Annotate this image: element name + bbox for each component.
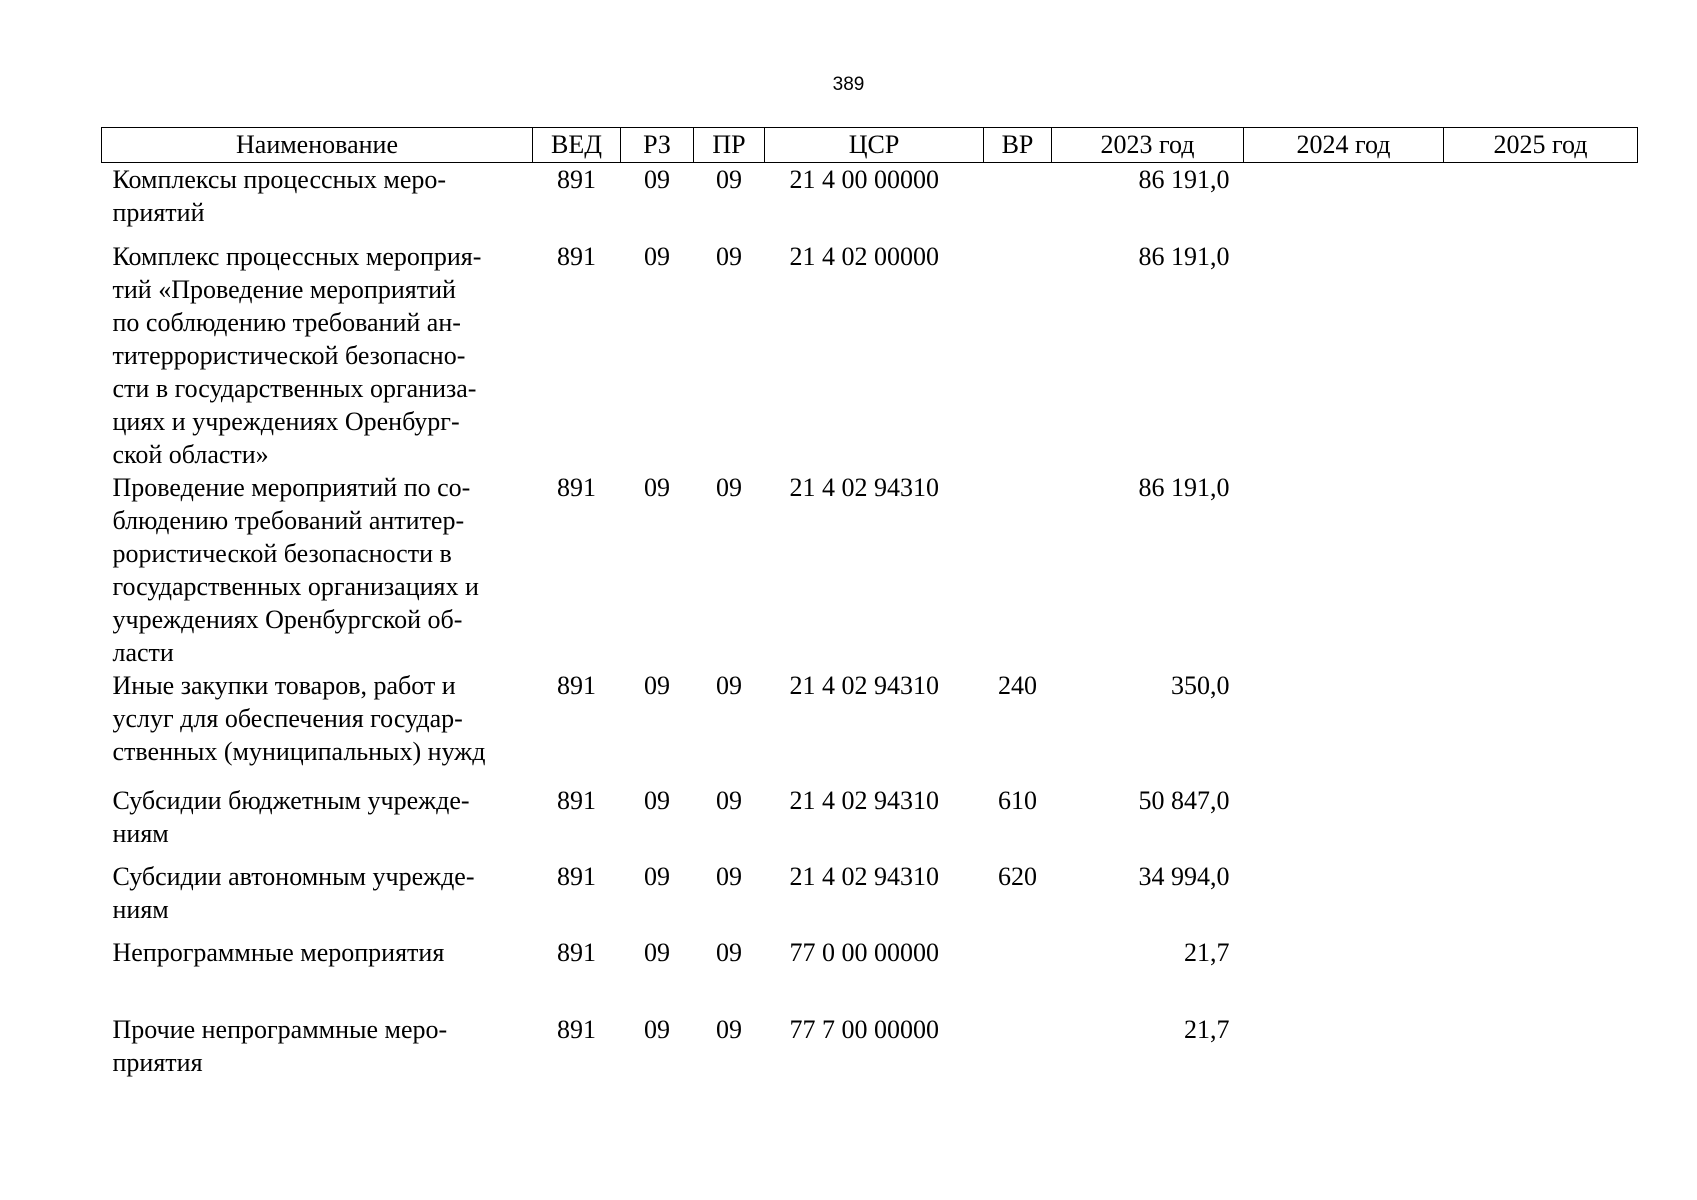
- row-amount-2023: 21,7: [1184, 937, 1230, 967]
- row-pr: 09: [716, 785, 742, 815]
- row-name-line: ласти: [112, 637, 174, 667]
- row-rz: 09: [644, 937, 670, 967]
- row-rz: 09: [644, 241, 670, 271]
- row-name-line: циях и учреждениях Оренбург-: [112, 406, 460, 436]
- row-name-line: Субсидии автономным учрежде-: [112, 861, 475, 891]
- row-amount-2023: 86 191,0: [1138, 241, 1230, 271]
- column-header-ved: ВЕД: [533, 128, 621, 163]
- row-name: [102, 669, 533, 784]
- row-name-line: Комплекс процессных мероприя-: [112, 241, 482, 271]
- row-name-line: ственных (муниципальных) нужд: [112, 736, 486, 766]
- row-pr: 09: [716, 241, 742, 271]
- row-amount-2025: [1444, 240, 1638, 471]
- row-name-line: тий «Проведение мероприятий: [112, 274, 456, 304]
- table-row: [102, 860, 1638, 936]
- row-csr: 21 4 02 94310: [789, 670, 939, 700]
- column-header-2024: 2024 год: [1244, 128, 1444, 163]
- row-amount-2024: [1244, 784, 1444, 860]
- row-name: [102, 471, 533, 669]
- row-name-line: рористической безопасности в: [112, 538, 452, 568]
- row-amount-2023: 86 191,0: [1138, 165, 1230, 194]
- column-header-pr: ПР: [694, 128, 765, 163]
- row-ved: 891: [557, 937, 596, 967]
- column-header-csr: ЦСР: [765, 128, 984, 163]
- table-row: [102, 784, 1638, 860]
- budget-table: [101, 127, 1638, 1083]
- table-row: [102, 240, 1638, 471]
- row-name-line: Проведение мероприятий по со-: [112, 472, 471, 502]
- column-header-vr: ВР: [984, 128, 1052, 163]
- row-name-line: Иные закупки товаров, работ и: [112, 670, 456, 700]
- column-header-2023: 2023 год: [1052, 128, 1244, 163]
- column-header-name: Наименование: [102, 128, 533, 163]
- row-amount-2024: [1244, 669, 1444, 784]
- table-header-row: [102, 128, 1638, 163]
- row-csr: 77 7 00 00000: [789, 1014, 939, 1044]
- row-name-line: услуг для обеспечения государ-: [112, 703, 463, 733]
- row-vr: [984, 240, 1052, 471]
- row-name-line: по соблюдению требований ан-: [112, 307, 461, 337]
- table-row: [102, 1013, 1638, 1083]
- row-amount-2024: [1244, 1013, 1444, 1083]
- row-vr: [984, 163, 1052, 240]
- column-header-rz: РЗ: [621, 128, 694, 163]
- row-ved: 891: [557, 785, 596, 815]
- row-ved: 891: [557, 1014, 596, 1044]
- row-rz: 09: [644, 1014, 670, 1044]
- row-amount-2023: 50 847,0: [1138, 785, 1230, 815]
- row-pr: 09: [716, 937, 742, 967]
- row-rz: 09: [644, 165, 670, 194]
- row-ved: 891: [557, 241, 596, 271]
- row-amount-2023: 86 191,0: [1138, 472, 1230, 502]
- row-csr: 21 4 02 94310: [789, 785, 939, 815]
- row-name-line: Прочие непрограммные меро-: [112, 1014, 448, 1044]
- row-rz: 09: [644, 670, 670, 700]
- row-name: [102, 936, 533, 1013]
- row-name: [102, 163, 533, 240]
- row-amount-2025: [1444, 669, 1638, 784]
- row-name: [102, 860, 533, 936]
- row-name-line: титеррористической безопасно-: [112, 340, 466, 370]
- page-number: 389: [832, 74, 865, 95]
- row-amount-2025: [1444, 163, 1638, 240]
- row-pr: 09: [716, 670, 742, 700]
- row-name-line: ниям: [112, 818, 169, 848]
- row-csr: 21 4 02 94310: [789, 472, 939, 502]
- row-ved: 891: [557, 472, 596, 502]
- row-csr: 77 0 00 00000: [789, 937, 939, 967]
- row-name-line: государственных организациях и: [112, 571, 479, 601]
- row-amount-2025: [1444, 471, 1638, 669]
- row-name-line: Субсидии бюджетным учрежде-: [112, 785, 470, 815]
- row-amount-2024: [1244, 936, 1444, 1013]
- row-name-line: ской области»: [112, 439, 269, 469]
- row-name-line: ниям: [112, 894, 169, 924]
- column-header-2025: 2025 год: [1444, 128, 1638, 163]
- row-pr: 09: [716, 165, 742, 194]
- row-pr: 09: [716, 861, 742, 891]
- row-ved: 891: [557, 861, 596, 891]
- row-rz: 09: [644, 472, 670, 502]
- row-csr: 21 4 00 00000: [789, 165, 939, 194]
- row-vr: [984, 1013, 1052, 1083]
- row-ved: 891: [557, 670, 596, 700]
- row-name-line: Непрограммные мероприятия: [112, 937, 445, 967]
- row-amount-2023: 350,0: [1171, 670, 1230, 700]
- row-amount-2023: 21,7: [1184, 1014, 1230, 1044]
- row-vr: 240: [998, 670, 1037, 700]
- row-ved: 891: [557, 165, 596, 194]
- table-row: [102, 936, 1638, 1013]
- row-amount-2024: [1244, 860, 1444, 936]
- table-row: [102, 669, 1638, 784]
- row-amount-2024: [1244, 240, 1444, 471]
- row-amount-2023: 34 994,0: [1138, 861, 1230, 891]
- row-rz: 09: [644, 861, 670, 891]
- row-vr: [984, 471, 1052, 669]
- row-vr: 620: [998, 861, 1037, 891]
- row-pr: 09: [716, 1014, 742, 1044]
- row-name: [102, 1013, 533, 1083]
- row-amount-2025: [1444, 936, 1638, 1013]
- table-row: [102, 471, 1638, 669]
- row-amount-2025: [1444, 1013, 1638, 1083]
- row-amount-2025: [1444, 784, 1638, 860]
- row-amount-2025: [1444, 860, 1638, 936]
- row-pr: 09: [716, 472, 742, 502]
- row-vr: [984, 936, 1052, 1013]
- row-name-line: Комплексы процессных меро-: [112, 165, 447, 194]
- row-vr: 610: [998, 785, 1037, 815]
- row-name: [102, 240, 533, 471]
- table-row: [102, 163, 1638, 240]
- row-name-line: приятия: [112, 1047, 203, 1077]
- row-amount-2024: [1244, 471, 1444, 669]
- row-rz: 09: [644, 785, 670, 815]
- row-name-line: блюдению требований антитер-: [112, 505, 465, 535]
- row-csr: 21 4 02 00000: [789, 241, 939, 271]
- row-name-line: приятий: [112, 198, 205, 227]
- row-csr: 21 4 02 94310: [789, 861, 939, 891]
- row-amount-2024: [1244, 163, 1444, 240]
- row-name-line: сти в государственных организа-: [112, 373, 477, 403]
- row-name-line: учреждениях Оренбургской об-: [112, 604, 463, 634]
- row-name: [102, 784, 533, 860]
